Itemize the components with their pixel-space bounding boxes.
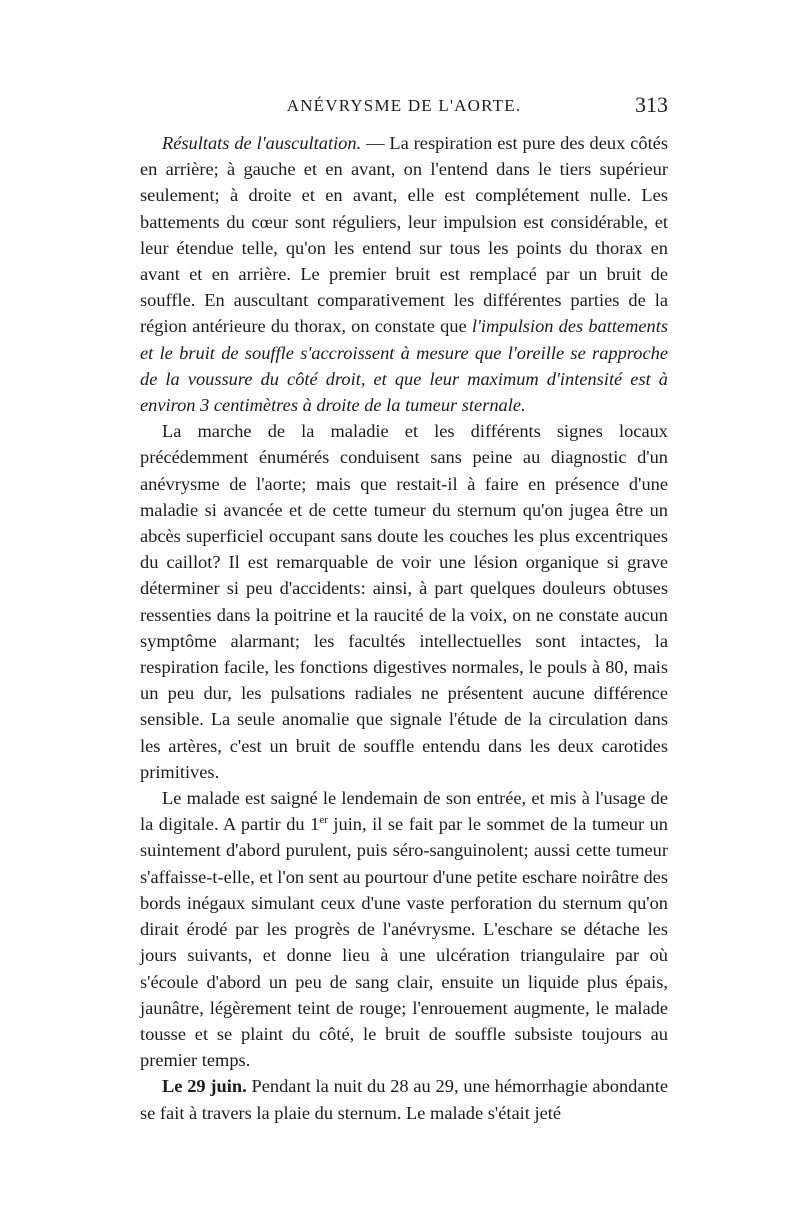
running-title: ANÉVRYSME DE L'AORTE. [286, 96, 522, 115]
paragraph-text: Pendant la nuit du 28 au 29, une hémorrhagie abondante se fait à travers la plaie du sternum. Le malade s'était jeté [140, 1076, 668, 1123]
paragraph-auscultation [140, 130, 668, 418]
paragraph-text-continued: juin, il se fait par le sommet de la tumeur un suintement d'abord purulent, puis séro-sanguinolent; aussi cette tumeur s'affaisse-t-elle, et l'on sent au pourtour d'une petite eschare noirâtre des bords inégaux simulant ceux d'une vaste perforation du sternum qu'on dirait érodé par les progrès de l'anévrysme. L'eschare se détache les jours suivants, et donne lieu à une ulcération triangulaire par où s'écoule d'abord un peu de sang clair, ensuite un liquide plus épais, jaunâtre, légèrement teint de rouge; l'enrouement augmente, le malade tousse et se plaint du côté, le bruit de souffle subsiste toujours au premier temps. [140, 814, 668, 1071]
paragraph-diagnosis [140, 418, 668, 785]
running-header [140, 92, 668, 126]
paragraph-text: La marche de la maladie et les différents signes locaux précédemment énumérés conduisent sans peine au diagnostic d'un anévrysme de l'aorte; mais que restait-il à faire en présence d'une maladie si avancée et de cette tumeur du sternum qu'on jugea être un abcès superficiel occupant sans doute les couches les plus excentriques du caillot? Il est remarquable de voir une lésion organique si grave déterminer si peu d'accidents: ainsi, à part quelques douleurs obtuses ressenties dans la poitrine et la raucité de la voix, on ne constate aucun symptôme alarmant; les facultés intellectuelles sont intactes, la respiration facile, les fonctions digestives normales, le pouls à 80, mais un peu dur, les pulsations radiales ne présentent aucune différence sensible. La seule anomalie que signale l'étude de la circulation dans les artères, c'est un bruit de souffle entendu dans les deux carotides primitives. [140, 421, 668, 782]
paragraph-june-29 [140, 1073, 668, 1125]
body-text [140, 130, 668, 1126]
book-page [140, 92, 669, 1126]
date-lead: Le 29 juin. [162, 1076, 247, 1097]
page-number: 313 [635, 92, 668, 117]
italic-passage: l'impulsion des battements et le bruit de souffle s'accroissent à mesure que l'oreille se rapproche de la voussure du côté droit, et que leur maximum d'intensité est à environ 3 centimètres à droite de la tumeur sternale. [140, 316, 669, 416]
ordinal-superscript: er [319, 814, 328, 827]
section-lead: Résultats de l'auscultation. [162, 133, 362, 153]
paragraph-treatment [140, 785, 668, 1073]
paragraph-text: Le malade est saigné le lendemain de son entrée, et mis à l'usage de la digitale. A partir du 1 [140, 788, 668, 835]
paragraph-text: — La respiration est pure des deux côtés en arrière; à gauche et en avant, on l'entend dans le tiers supérieur seulement; à droite et en avant, elle est complétement nulle. Les battements du cœur sont réguliers, leur impulsion est considérable, et leur étendue telle, qu'on les entend sur tous les points du thorax en avant et en arrière. Le premier bruit est remplacé par un bruit de souffle. En auscultant comparativement les différentes parties de la région antérieure du thorax, on constate que [140, 133, 668, 337]
